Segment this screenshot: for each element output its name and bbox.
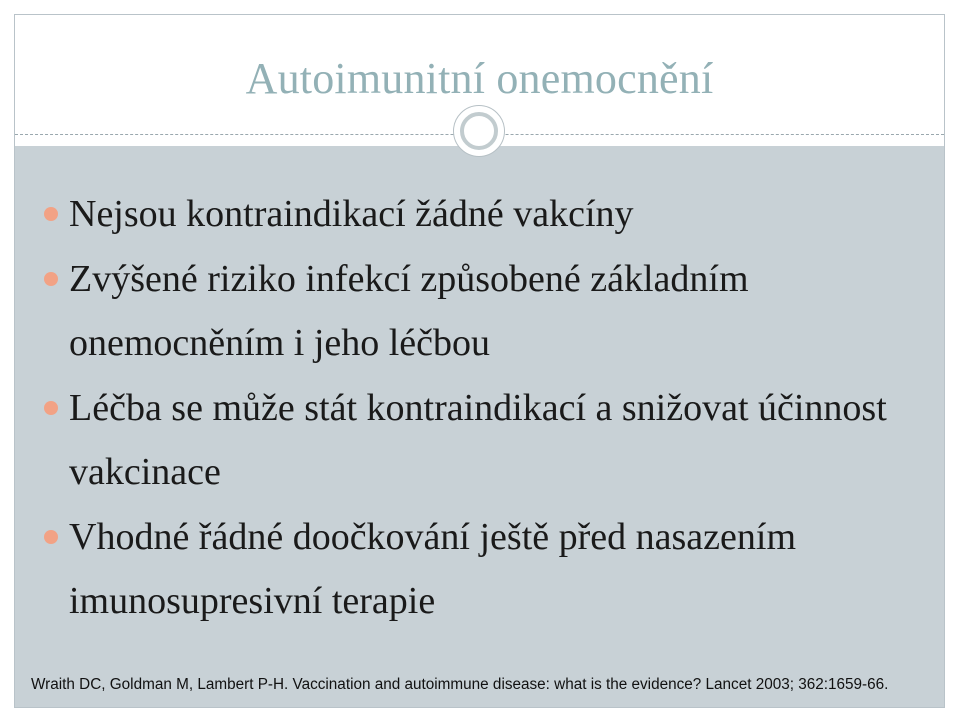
- bullet-text: Vhodné řádné doočkování ještě před nasazením imunosupresivní terapie: [69, 515, 797, 622]
- bullet-dot-icon: [44, 207, 58, 221]
- bullet-item: [69, 247, 919, 376]
- content-area: [15, 146, 944, 707]
- bullet-text: Léčba se může stát kontraindikací a snižovat účinnost vakcinace: [69, 386, 887, 493]
- circle-ornament-inner: [460, 112, 498, 150]
- bullet-item: [69, 376, 919, 505]
- bullet-item: [69, 505, 919, 634]
- bullet-dot-icon: [44, 272, 58, 286]
- bullet-text: Zvýšené riziko infekcí způsobené základním onemocněním i jeho léčbou: [69, 257, 749, 364]
- bullet-item: [69, 182, 919, 247]
- bullet-list: [69, 182, 919, 634]
- slide-title: Autoimunitní onemocnění: [245, 54, 714, 103]
- bullet-dot-icon: [44, 401, 58, 415]
- bullet-dot-icon: [44, 530, 58, 544]
- slide: [14, 14, 945, 708]
- circle-ornament-icon: [453, 105, 505, 157]
- citation: Wraith DC, Goldman M, Lambert P-H. Vaccination and autoimmune disease: what is the evidence? Lancet 2003; 362:1659-66.: [31, 676, 889, 693]
- bullet-text: Nejsou kontraindikací žádné vakcíny: [69, 193, 634, 235]
